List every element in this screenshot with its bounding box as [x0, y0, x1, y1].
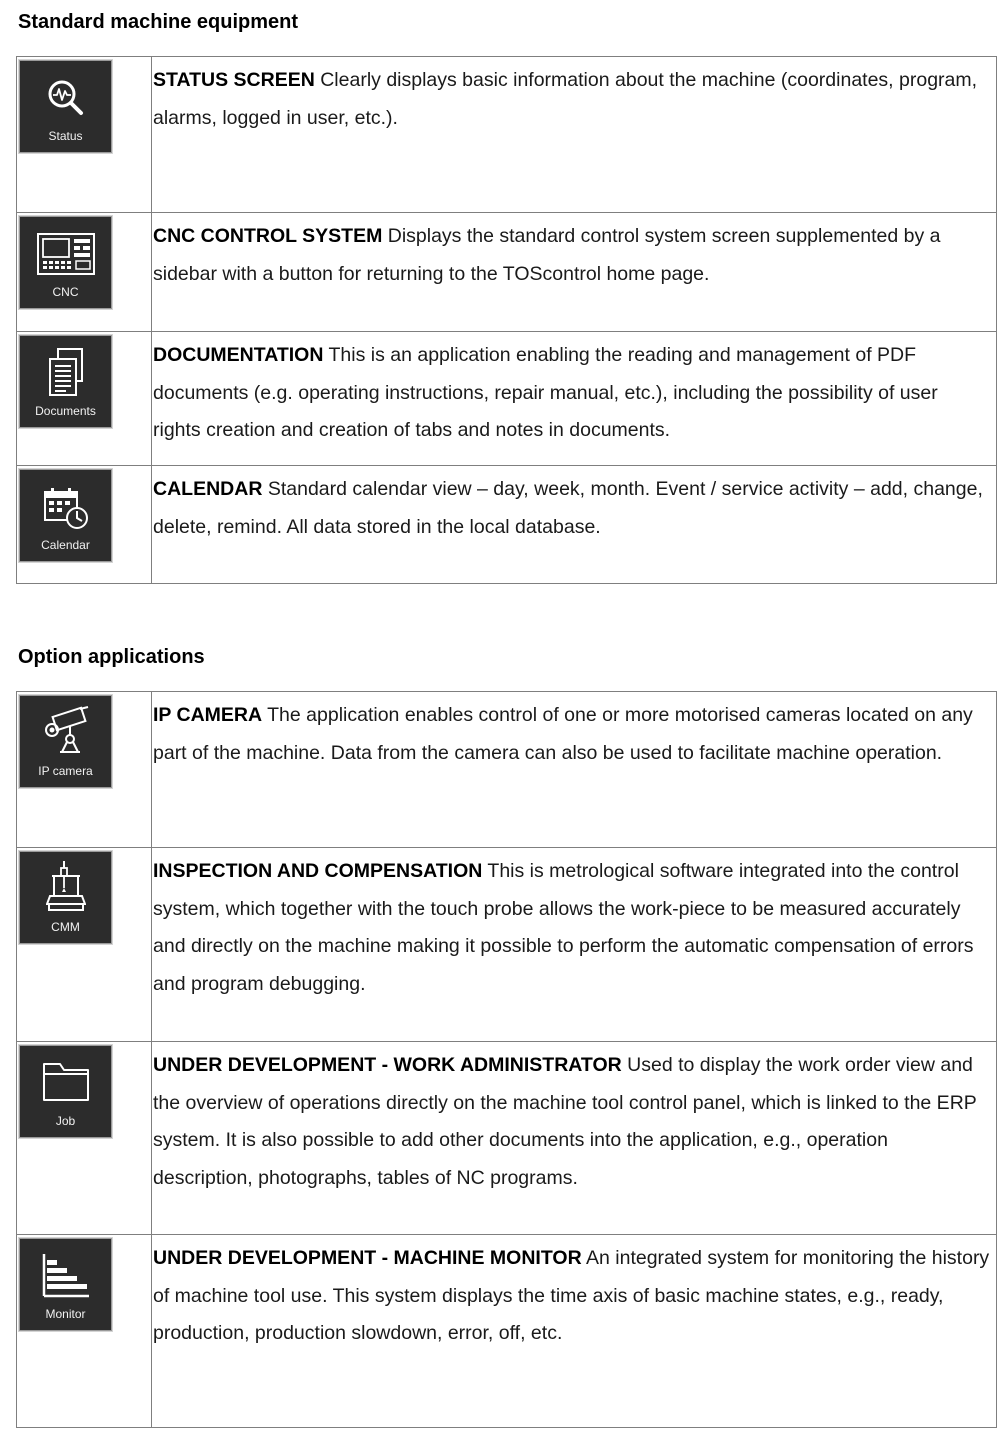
feature-title: DOCUMENTATION: [153, 344, 324, 366]
table-row: [17, 1042, 997, 1235]
description-cell: [152, 692, 997, 848]
documents-icon: [46, 347, 86, 397]
monitor-app-tile[interactable]: [19, 1238, 112, 1331]
feature-description: Clearly displays basic information about the machine (coordinates, program, alarms, logged in user, etc.).: [153, 69, 978, 129]
cnc-panel-icon: [36, 232, 96, 276]
feature-description: An integrated system for monitoring the history of machine tool use. This system displays the time axis of basic machine states, e.g., ready, production, production slowdown, error, off, etc.: [153, 1247, 990, 1344]
tile-label: IP camera: [38, 764, 93, 778]
tile-label: CNC: [52, 285, 79, 299]
table-row: [17, 692, 997, 848]
calendar-app-tile[interactable]: [19, 469, 112, 562]
feature-title: CALENDAR: [153, 478, 263, 500]
tile-label: CMM: [51, 920, 80, 934]
standard-equipment-table: [16, 56, 997, 584]
feature-title: UNDER DEVELOPMENT - WORK ADMINISTRATOR: [153, 1054, 622, 1076]
table-row: [17, 466, 997, 584]
cmm-machine-icon: [46, 860, 86, 914]
section-heading-options: Option applications: [18, 646, 205, 668]
folder-icon: [42, 1060, 90, 1102]
option-applications-table: [16, 691, 997, 1428]
feature-description: Used to display the work order view and the overview of operations directly on the machine tool control panel, which is linked to the ERP system. It is also possible to add other documents into the application, e.g., operation description, photographs, tables of NC programs.: [153, 1054, 977, 1189]
feature-description: The application enables control of one or more motorised cameras located on any part of the machine. Data from the camera can also be used to facilitate machine operation.: [153, 704, 973, 764]
feature-description: Standard calendar view – day, week, month. Event / service activity – add, change, delete, remind. All data stored in the local database.: [153, 478, 983, 538]
tile-label: Status: [48, 129, 83, 143]
ip-camera-icon: [40, 706, 92, 754]
monitor-bars-icon: [41, 1252, 91, 1298]
feature-description: This is metrological software integrated into the control system, which together with the touch probe allows the work-piece to be measured accurately and directly on the machine making it possible to perform the automatic compensation of errors and program debugging.: [153, 860, 974, 995]
icon-cell: [17, 1042, 152, 1235]
section-heading-standard: Standard machine equipment: [18, 11, 299, 33]
icon-cell: [17, 332, 152, 466]
feature-title: CNC CONTROL SYSTEM: [153, 225, 383, 247]
icon-cell: [17, 848, 152, 1042]
tile-label: Calendar: [41, 538, 90, 552]
description-cell: [152, 848, 997, 1042]
feature-title: STATUS SCREEN: [153, 69, 315, 91]
feature-description: Displays the standard control system screen supplemented by a sidebar with a button for returning to the TOScontrol home page.: [153, 225, 941, 285]
status-app-tile[interactable]: [19, 60, 112, 153]
job-app-tile[interactable]: [19, 1045, 112, 1138]
description-cell: [152, 1042, 997, 1235]
feature-title: UNDER DEVELOPMENT - MACHINE MONITOR: [153, 1247, 582, 1269]
icon-cell: [17, 1235, 152, 1428]
description-cell: [152, 57, 997, 213]
icon-cell: [17, 466, 152, 584]
ip-camera-app-tile[interactable]: [19, 695, 112, 788]
table-row: [17, 848, 997, 1042]
documents-app-tile[interactable]: [19, 335, 112, 428]
table-row: [17, 57, 997, 213]
table-row: [17, 332, 997, 466]
description-cell: [152, 213, 997, 332]
table-row: [17, 1235, 997, 1428]
tile-label: Job: [55, 1114, 76, 1128]
icon-cell: [17, 57, 152, 213]
table-row: [17, 213, 997, 332]
cnc-app-tile[interactable]: [19, 216, 112, 309]
calendar-clock-icon: [42, 485, 90, 531]
tile-label: Documents: [35, 404, 96, 418]
icon-cell: [17, 692, 152, 848]
tile-label: Monitor: [45, 1307, 86, 1321]
cmm-app-tile[interactable]: [19, 851, 112, 944]
description-cell: [152, 1235, 997, 1428]
feature-title: INSPECTION AND COMPENSATION: [153, 860, 483, 882]
feature-description: This is an application enabling the reading and management of PDF documents (e.g. operating instructions, repair manual, etc.), including the possibility of user rights creation and creation of tabs and notes in documents.: [153, 344, 938, 441]
description-cell: [152, 466, 997, 584]
feature-title: IP CAMERA: [153, 704, 263, 726]
icon-cell: [17, 213, 152, 332]
description-cell: [152, 332, 997, 466]
status-search-icon: [44, 76, 88, 120]
